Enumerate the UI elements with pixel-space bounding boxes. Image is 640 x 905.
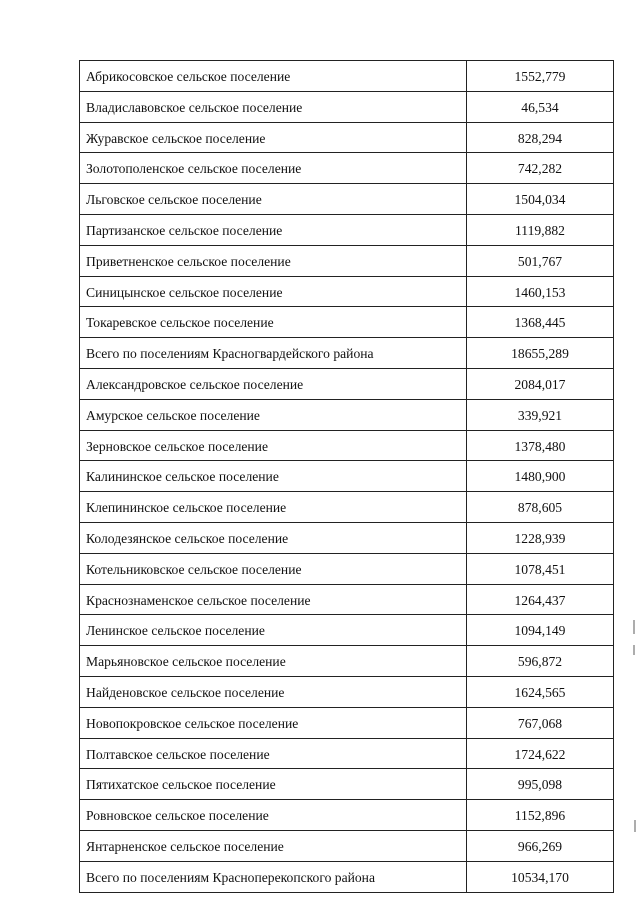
amount-cell: 46,534 xyxy=(467,91,614,122)
scan-margin-mark xyxy=(634,820,636,832)
settlement-name-cell: Журавское сельское поселение xyxy=(80,122,467,153)
scan-margin-mark xyxy=(633,645,635,655)
settlement-name-cell: Котельниковское сельское поселение xyxy=(80,553,467,584)
table-row xyxy=(80,338,614,369)
table-row xyxy=(80,153,614,184)
settlement-name-cell: Ленинское сельское поселение xyxy=(80,615,467,646)
settlement-name-cell: Ровновское сельское поселение xyxy=(80,800,467,831)
table-row xyxy=(80,399,614,430)
table-body xyxy=(80,61,614,893)
amount-cell: 18655,289 xyxy=(467,338,614,369)
settlement-name-cell: Владиславовское сельское поселение xyxy=(80,91,467,122)
table-row xyxy=(80,307,614,338)
amount-cell: 1152,896 xyxy=(467,800,614,831)
settlement-name-cell: Марьяновское сельское поселение xyxy=(80,646,467,677)
settlement-name-cell: Золотополенское сельское поселение xyxy=(80,153,467,184)
amount-cell: 596,872 xyxy=(467,646,614,677)
settlement-name-cell: Приветненское сельское поселение xyxy=(80,245,467,276)
settlement-name-cell: Всего по поселениям Красногвардейского района xyxy=(80,338,467,369)
amount-cell: 1378,480 xyxy=(467,430,614,461)
amount-cell: 1480,900 xyxy=(467,461,614,492)
amount-cell: 1264,437 xyxy=(467,584,614,615)
table-row xyxy=(80,522,614,553)
amount-cell: 1724,622 xyxy=(467,738,614,769)
amount-cell: 1094,149 xyxy=(467,615,614,646)
settlement-name-cell: Партизанское сельское поселение xyxy=(80,214,467,245)
table-row xyxy=(80,646,614,677)
table-row xyxy=(80,861,614,892)
settlement-name-cell: Александровское сельское поселение xyxy=(80,368,467,399)
settlement-name-cell: Всего по поселениям Красноперекопского района xyxy=(80,861,467,892)
amount-cell: 1504,034 xyxy=(467,184,614,215)
amount-cell: 1119,882 xyxy=(467,214,614,245)
settlement-name-cell: Амурское сельское поселение xyxy=(80,399,467,430)
table-row xyxy=(80,830,614,861)
settlement-name-cell: Найденовское сельское поселение xyxy=(80,676,467,707)
settlement-name-cell: Токаревское сельское поселение xyxy=(80,307,467,338)
settlement-name-cell: Льговское сельское поселение xyxy=(80,184,467,215)
table-row xyxy=(80,707,614,738)
table-row xyxy=(80,676,614,707)
settlement-name-cell: Полтавское сельское поселение xyxy=(80,738,467,769)
amount-cell: 1368,445 xyxy=(467,307,614,338)
settlement-name-cell: Синицынское сельское поселение xyxy=(80,276,467,307)
table-row xyxy=(80,553,614,584)
table-row xyxy=(80,800,614,831)
table-row xyxy=(80,214,614,245)
amount-cell: 1078,451 xyxy=(467,553,614,584)
table-row xyxy=(80,184,614,215)
table-row xyxy=(80,61,614,92)
amount-cell: 10534,170 xyxy=(467,861,614,892)
table-row xyxy=(80,91,614,122)
table-row xyxy=(80,368,614,399)
amount-cell: 1460,153 xyxy=(467,276,614,307)
settlements-table xyxy=(79,60,614,893)
amount-cell: 995,098 xyxy=(467,769,614,800)
amount-cell: 2084,017 xyxy=(467,368,614,399)
amount-cell: 767,068 xyxy=(467,707,614,738)
amount-cell: 339,921 xyxy=(467,399,614,430)
settlement-name-cell: Колодезянское сельское поселение xyxy=(80,522,467,553)
table-row xyxy=(80,492,614,523)
amount-cell: 828,294 xyxy=(467,122,614,153)
amount-cell: 1228,939 xyxy=(467,522,614,553)
settlement-name-cell: Новопокровское сельское поселение xyxy=(80,707,467,738)
settlement-name-cell: Калининское сельское поселение xyxy=(80,461,467,492)
table-row xyxy=(80,615,614,646)
amount-cell: 1624,565 xyxy=(467,676,614,707)
table-row xyxy=(80,584,614,615)
settlement-name-cell: Зерновское сельское поселение xyxy=(80,430,467,461)
table-row xyxy=(80,738,614,769)
table-row xyxy=(80,430,614,461)
table-row xyxy=(80,245,614,276)
settlement-name-cell: Пятихатское сельское поселение xyxy=(80,769,467,800)
amount-cell: 966,269 xyxy=(467,830,614,861)
table-row xyxy=(80,122,614,153)
settlement-name-cell: Абрикосовское сельское поселение xyxy=(80,61,467,92)
settlement-name-cell: Янтарненское сельское поселение xyxy=(80,830,467,861)
table-row xyxy=(80,276,614,307)
scan-margin-mark xyxy=(633,620,635,634)
amount-cell: 742,282 xyxy=(467,153,614,184)
amount-cell: 1552,779 xyxy=(467,61,614,92)
table-row xyxy=(80,769,614,800)
settlement-name-cell: Клепининское сельское поселение xyxy=(80,492,467,523)
settlement-name-cell: Краснознаменское сельское поселение xyxy=(80,584,467,615)
amount-cell: 878,605 xyxy=(467,492,614,523)
table-row xyxy=(80,461,614,492)
amount-cell: 501,767 xyxy=(467,245,614,276)
